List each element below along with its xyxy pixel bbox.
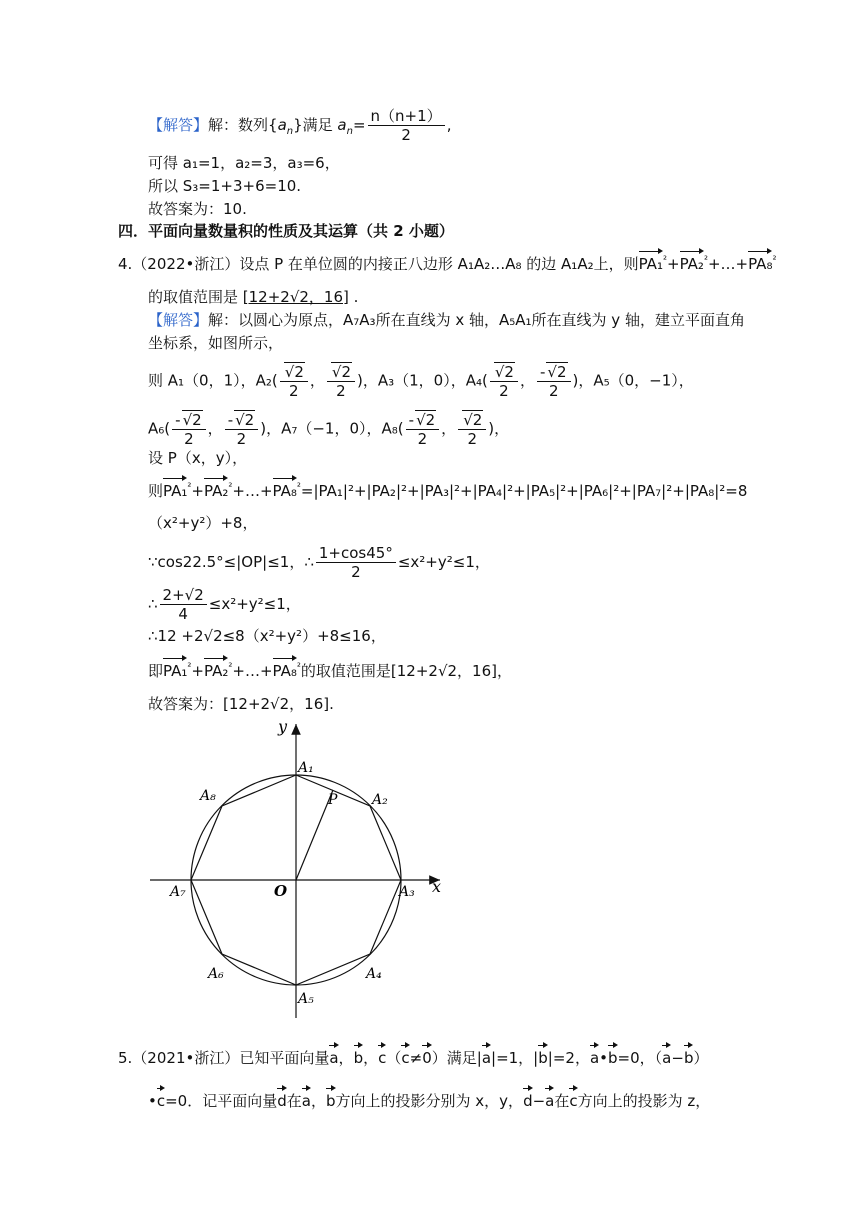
- problem-4-line-2: 的取值范围是 [12+2√2，16] .: [148, 288, 359, 306]
- label-a5: A₅: [298, 991, 314, 1007]
- vector-pa2: PA₂: [680, 248, 704, 274]
- label-a7: A₇: [170, 884, 186, 900]
- answer-blank: [12+2√2，16]: [242, 288, 349, 306]
- label-a3: A₃: [399, 884, 415, 900]
- label-x: x: [432, 877, 442, 896]
- fraction: $\frac{n(n+1)}{2}$: [368, 107, 445, 144]
- section-heading: 四．平面向量数量积的性质及其运算（共 2 小题）: [118, 222, 454, 240]
- text-line: （x²+y²）+8，: [148, 514, 258, 532]
- range-line: 即PA₁$^{^2}$+PA₂$^{^2}$+…+PA₈$^{^2}$的取值范围是[12+2√2，16]，: [148, 655, 512, 681]
- sum-line: 则PA₁$^{^2}$+PA₂$^{^2}$+…+PA₈$^{^2}$=|PA₁|²+|PA₂|²+|PA₃|²+|PA₄|²+|PA₅|²+|PA₆|²+|PA₇|²+|PA₈|²=8: [148, 475, 747, 501]
- label-a8: A₈: [200, 788, 216, 804]
- label-y: y: [278, 720, 288, 736]
- label-a2: A₂: [372, 792, 388, 808]
- text-line: 可得 a₁=1，a₂=3，a₃=6，: [148, 154, 340, 172]
- label-a4: A₄: [366, 966, 382, 982]
- label-a6: A₆: [208, 966, 224, 982]
- answer-line-1: 【解答】解：数列$\{a_n\}$满足 $a_n=$ $\frac{n(n+1)}{2}$ ,: [148, 107, 452, 144]
- text-line: 坐标系，如图所示，: [148, 334, 284, 352]
- text-line: 设 P（x，y），: [148, 449, 248, 467]
- answer-line: 【解答】解：以圆心为原点，A₇A₃所在直线为 x 轴，A₅A₁所在直线为 y 轴，建立平面直角: [148, 311, 745, 329]
- vector-pa1: PA₁: [639, 248, 663, 274]
- text-line: 故答案为：[12+2√2，16].: [148, 695, 334, 713]
- inequality-line-2: ∴ $\frac{2+√2}{4}$ ≤x²+y²≤1，: [148, 586, 301, 623]
- answer-tag: 【解答】: [148, 116, 209, 134]
- label-o: O: [274, 882, 288, 900]
- octagon-figure: [140, 720, 460, 1020]
- text-line: 所以 S₃=1+3+6=10.: [148, 177, 302, 195]
- coords-line-1: 则 A₁（0，1），A₂( $\frac{√2}{2}$ ， $\frac{√2}{2}$ )，A₃（1，0），A₄( $\frac{√2}{2}$ ， $\frac{- √2}{2}$ )，A₅（0，−1），: [148, 363, 694, 400]
- coords-line-2: A₆( $\frac{- √2}{2}$ ， $\frac{- √2}{2}$ )，A₇（−1，0），A₈( $\frac{- √2}{2}$ ， $\frac{√2}{2}$ )，: [148, 411, 510, 448]
- text-line: 故答案为：10.: [148, 200, 247, 218]
- label-a1: A₁: [298, 760, 314, 776]
- text-line: ∴12 +2√2≤8（x²+y²）+8≤16，: [148, 627, 386, 645]
- vector-pa8: PA₈: [748, 248, 772, 274]
- problem-4-line-1: 4.（2022•浙江）设点 P 在单位圆的内接正八边形 A₁A₂…A₈ 的边 A₁A₂上，则PA₁$^{^2}$+PA₂$^{^2}$+…+PA₈$^{^2}$: [118, 248, 776, 274]
- label-p: P: [328, 792, 338, 808]
- answer-tag: 【解答】: [148, 311, 209, 329]
- problem-5-line-2: •c=0．记平面向量d在a，b方向上的投影分别为 x，y，d−a在c方向上的投影为 z，: [148, 1085, 710, 1111]
- inequality-line-1: ∵cos22.5°≤|OP|≤1，∴ $\frac{1+\cos 45^\circ}{2}$ ≤x²+y²≤1，: [148, 544, 490, 581]
- problem-5-line-1: 5.（2021•浙江）已知平面向量a，b，c（c≠0）满足|a|=1，|b|=2，a•b=0，（a−b）: [118, 1042, 709, 1068]
